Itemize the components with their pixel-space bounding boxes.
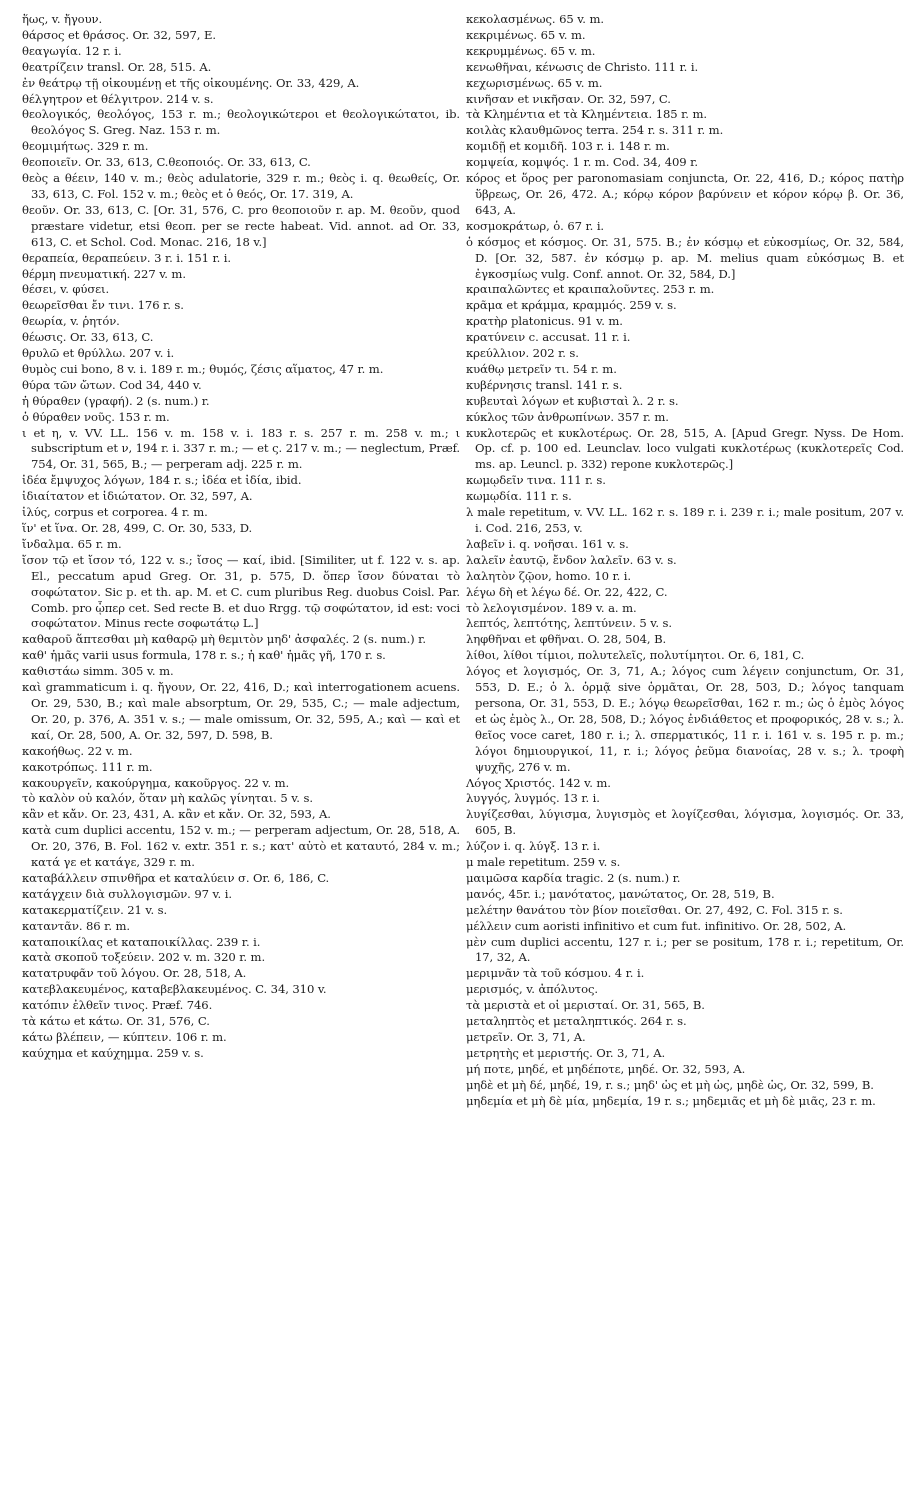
index-entry: κατὰ σκοποῦ τοξεύειν. 202 v. m. 320 r. m.	[22, 950, 266, 965]
index-entry: κατὰ cum duplici accentu, 152 v. m.; — perperam adjectum, Or. 28, 518, A. Or. 20, 376, B. Fol. 162 v. extr. 351 r. s.; κατ' αὐτὸ et καταυτό, 284 v. m.; κατά γε et κατάγε, 329 r. m.	[22, 823, 460, 870]
index-entry: θεοποιεῖν. Or. 33, 613, C.θεοποιός. Or. 33, 613, C.	[22, 155, 311, 170]
index-entry: κυβευταὶ λόγων et κυβισταὶ λ. 2 r. s.	[466, 393, 679, 408]
index-entry: μετρητὴς et μεριστής. Or. 3, 71, A.	[466, 1045, 666, 1060]
index-entry: θεολογικός, θεολόγος, 153 r. m.; θεολογικώτεροι et θεολογικώτατοι, ib. θεολόγος S. Greg. Naz. 153 r. m.	[22, 107, 460, 138]
index-entry: μεταληπτὸς et μεταληπτικός. 264 r. s.	[466, 1014, 687, 1029]
index-entry: θέσει, v. φύσει.	[22, 282, 110, 297]
index-entry: κακοήθως. 22 v. m.	[22, 743, 133, 758]
index-entry: θέλγητρον et θέλγιτρον. 214 v. s.	[22, 91, 214, 106]
index-entry: κεκολασμένως. 65 v. m.	[466, 12, 604, 26]
right-column	[466, 12, 904, 1110]
index-entry: λεπτός, λεπτότης, λεπτύνειν. 5 v. s.	[466, 616, 672, 631]
index-entry: θρυλῶ et θρύλλω. 207 v. i.	[22, 346, 175, 361]
index-entry: θέωσις. Or. 33, 613, C.	[22, 330, 154, 345]
index-entry: καύχημα et καύχημμα. 259 v. s.	[22, 1045, 204, 1060]
index-entry: ὁ κόσμος et κόσμος. Or. 31, 575. B.; ἐν κόσμῳ et εὐκοσμίως, Or. 32, 584, D. [Or. 32, 587. ἐν κόσμῳ p. ap. M. melius quam εὐκόσμως B. et ἐγκοσμίως vulg. Conf. annot. Or. 32, 584, D.]	[466, 234, 904, 281]
index-entry: λαλητὸν ζῷον, homo. 10 r. i.	[466, 568, 631, 583]
index-entry: ἵν' et ἵνα. Or. 28, 499, C. Or. 30, 533, D.	[22, 521, 253, 535]
index-entry: τὰ κάτω et κάτω. Or. 31, 576, C.	[22, 1014, 210, 1029]
index-entry: κακοτρόπως. 111 r. m.	[22, 759, 153, 774]
index-entry: κωμῳδεῖν τινα. 111 r. s.	[466, 473, 606, 488]
index-entry: λύζον i. q. λύγξ. 13 r. i.	[466, 839, 601, 854]
index-entry: τὰ μεριστὰ et οἱ μερισταί. Or. 31, 565, B.	[466, 998, 705, 1013]
index-entry: κοσμοκράτωρ, ὁ. 67 r. i.	[466, 218, 605, 233]
index-entry: κυκλοτερῶς et κυκλοτέρως. Or. 28, 515, A. [Apud Gregr. Nyss. De Hom. Op. cf. p. 100 ed. Leunclav. loco vulgati κυκλοτέρως (κυκλοτερεῖς Cod. ms. ap. Leuncl. p. 332) repone κυκλοτερῶς.]	[466, 425, 904, 472]
index-entry: κοιλὰς κλαυθμῶνος terra. 254 r. s. 311 r. m.	[466, 123, 724, 138]
index-entry: μεριμνᾶν τὰ τοῦ κόσμου. 4 r. i.	[466, 966, 645, 981]
index-entry: λαλεῖν ἑαυτῷ, ἔνδον λαλεῖν. 63 v. s.	[466, 552, 677, 567]
index-entry: μηδὲ et μὴ δέ, μηδέ, 19, r. s.; μηδ' ὡς et μὴ ὡς, μηδὲ ὡς, Or. 32, 599, B.	[466, 1077, 874, 1092]
index-entry: τὸ καλὸν οὐ καλόν, ὅταν μὴ καλῶς γίνηται. 5 v. s.	[22, 791, 313, 806]
index-entry: μ male repetitum. 259 v. s.	[466, 855, 621, 870]
index-entry: κρᾶμα et κράμμα, κραμμός. 259 v. s.	[466, 298, 677, 313]
index-entry: μαιμῶσα καρδία tragic. 2 (s. num.) r.	[466, 870, 681, 885]
index-entry: λαβεῖν i. q. νοῆσαι. 161 v. s.	[466, 536, 629, 551]
index-entry: λ male repetitum, v. VV. LL. 162 r. s. 189 r. i. 239 r. i.; male positum, 207 v. i. Cod. 216, 253, v.	[466, 505, 904, 535]
index-entry: κατόπιν ἐλθεῖν τινος. Præf. 746.	[22, 998, 213, 1013]
index-entry: θεραπεία, θεραπεύειν. 3 r. i. 151 r. i.	[22, 250, 232, 265]
index-entry: μὲν cum duplici accentu, 127 r. i.; per se positum, 178 r. i.; repetitum, Or. 17, 32, A.	[466, 934, 904, 965]
index-entry: Λόγος Χριστός. 142 v. m.	[466, 775, 611, 790]
index-entry: θεομιμήτως. 329 r. m.	[22, 139, 149, 154]
index-entry: ἐν θεάτρῳ τῇ οἰκουμένῃ et τῆς οἰκουμένης. Or. 33, 429, A.	[22, 75, 360, 90]
index-entry: κρατὴρ platonicus. 91 v. m.	[466, 314, 623, 329]
index-entry: καθ' ἡμᾶς varii usus formula, 178 r. s.; ἡ καθ' ἡμᾶς γῆ, 170 r. s.	[22, 648, 386, 663]
index-entry: κατάγχειν διὰ συλλογισμῶν. 97 v. i.	[22, 886, 232, 901]
index-entry: κεχωρισμένως. 65 v. m.	[466, 75, 603, 90]
index-entry: λόγος et λογισμός, Or. 3, 71, A.; λόγος cum λέγειν conjunctum, Or. 31, 553, D. E.; ὁ λ. ὁρμᾷ sive ὁρμᾶται, Or. 28, 503, D.; λόγος tanquam persona, Or. 31, 553, D. E.; λόγῳ θεωρεῖσθαι, 162 r. m.; ὡς ὁ ἐμὸς λόγος et ὡς ἐμὸς λ., Or. 28, 508, D.; λόγος ἐνδιάθετος et προφορικός, 28 v. s.; λ. θεῖος voce caret, 180 r. i.; λ. σπερματικός, 11 r. i. 161 v. s. 195 r. p. m.; λόγοι δημιουργικοί, 11, r. i.; λόγος ῥεῦμα διανοίας, 28 v. s.; λ. τροφὴ ψυχῆς, 276 v. m.	[466, 664, 904, 774]
index-entry: κεκρυμμένως. 65 v. m.	[466, 43, 596, 58]
index-entry: ἴσον τῷ et ἴσον τό, 122 v. s.; ἴσος — καί, ibid. [Similiter, ut f. 122 v. s. ap. El., peccatum apud Greg. Or. 31, p. 575, D. ὅπερ ἴσον δύναται τὸ σοφώτατον. Sic p. et th. ap. M. et C. cum pluribus Reg. duobus Coisl. Par. Comb. pro ᾧπερ cet. Sed recte B. et duo Rrgg. τῷ σοφώτατον, id est: voci σοφώτατον. Minus recte σοφωτάτῳ L.]	[22, 552, 460, 631]
index-entry: κατακερματίζειν. 21 v. s.	[22, 902, 168, 917]
index-entry: κατεβλακευμένος, καταβεβλακευμένος. C. 34, 310 v.	[22, 982, 327, 997]
index-entry: ἰλύς, corpus et corporea. 4 r. m.	[22, 505, 208, 520]
index-entry: ἥως, v. ἤγουν.	[22, 12, 103, 26]
index-entry: ἰδιαίτατον et ἰδιώτατον. Or. 32, 597, A.	[22, 489, 253, 504]
index-entry: κραιπαλῶντες et κραιπαλοῦντες. 253 r. m.	[466, 282, 715, 297]
index-entry: θύρα τῶν ὤτων. Cod 34, 440 v.	[22, 377, 202, 392]
index-entry: ι et η, v. VV. LL. 156 v. m. 158 v. i. 183 r. s. 257 r. m. 258 v. m.; ι subscriptum et ν, 194 r. i. 337 r. m.; — et ς. 217 v. m.; — neglectum, Præf. 754, Or. 31, 565, B.; — perperam adj. 225 r. m.	[22, 425, 460, 472]
index-entry: κάτω βλέπειν, — κύπτειν. 106 r. m.	[22, 1030, 227, 1044]
index-entry: θεοῦν. Or. 33, 613, C. [Or. 31, 576, C. pro θεοποιοῦν r. ap. M. θεοῦν, quod præstare videtur, etsi θεοπ. per se recte habeat. Vid. annot. ad Or. 33, 613, C. et Schol. Cod. Monac. 216, 18 v.]	[22, 202, 460, 249]
index-entry: μανός, 45r. i.; μανότατος, μανώτατος, Or. 28, 519, B.	[466, 886, 775, 901]
index-entry: κινῆσαν et νικῆσαν. Or. 32, 597, C.	[466, 91, 671, 106]
index-entry: θεὸς a θέειν, 140 v. m.; θεὸς adulatorie, 329 r. m.; θεὸς i. q. θεωθείς, Or. 33, 613, C. Fol. 152 v. m.; θεὸς et ὁ θεός, Or. 17. 319, A.	[22, 171, 460, 201]
index-entry: μελέτην θανάτου τὸν βίον ποιεῖσθαι. Or. 27, 492, C. Fol. 315 r. s.	[466, 902, 843, 917]
index-entry: θέρμη πνευματική. 227 v. m.	[22, 266, 186, 281]
index-entry: θυμὸς cui bono, 8 v. i. 189 r. m.; θυμός, ζέσις αἵματος, 47 r. m.	[22, 361, 384, 376]
index-entry: ἡ θύραθεν (γραφή). 2 (s. num.) r.	[22, 393, 210, 408]
index-entry: θάρσος et θράσος. Or. 32, 597, E.	[22, 27, 216, 42]
index-entry: ληφθῆναι et φθῆναι. O. 28, 504, B.	[466, 632, 667, 647]
index-entry: κυάθῳ μετρεῖν τι. 54 r. m.	[466, 361, 617, 376]
index-entry: κακουργεῖν, κακούργημα, κακοῦργος. 22 v. m.	[22, 775, 290, 790]
index-entry: κἂν et κἄν. Or. 23, 431, A. κἂν et κἄν. Or. 32, 593, A.	[22, 807, 331, 822]
index-entry: μηδεμία et μὴ δὲ μία, μηδεμία, 19 r. s.; μηδεμιᾶς et μὴ δὲ μιᾶς, 23 r. m.	[466, 1093, 876, 1108]
index-entry: λυγίζεσθαι, λύγισμα, λυγισμὸς et λογίζεσθαι, λόγισμα, λογισμός. Or. 33, 605, B.	[466, 807, 904, 838]
index-entry: κεκριμένως. 65 v. m.	[466, 27, 586, 42]
index-entry: τὸ λελογισμένον. 189 v. a. m.	[466, 600, 637, 615]
index-entry: θεατρίζειν transl. Or. 28, 515. A.	[22, 59, 212, 74]
index-entry: κυβέρνησις transl. 141 r. s.	[466, 377, 623, 392]
index-entry: ἴνδαλμα. 65 r. m.	[22, 536, 122, 551]
index-entry: λέγω δὴ et λέγω δέ. Or. 22, 422, C.	[466, 584, 668, 599]
index-entry: κρατύνειν c. accusat. 11 r. i.	[466, 330, 631, 345]
index-entry: λίθοι, λίθοι τίμιοι, πολυτελεῖς, πολυτίμητοι. Or. 6, 181, C.	[466, 648, 805, 663]
index-entry: θεωρία, v. ῥητόν.	[22, 314, 120, 329]
index-entry: ἰδέα ἔμψυχος λόγων, 184 r. s.; ἰδέα et ἰδία, ibid.	[22, 473, 302, 488]
index-entry: λυγγός, λυγμός. 13 r. i.	[466, 791, 600, 806]
index-entry: καταποικίλας et καταποικίλλας. 239 r. i.	[22, 934, 261, 949]
index-entry: καταβάλλειν σπινθῆρα et καταλύειν σ. Or. 6, 186, C.	[22, 870, 330, 885]
index-entry: κατατρυφᾶν τοῦ λόγου. Or. 28, 518, A.	[22, 966, 247, 981]
index-entry: κομιδῇ et κομιδῆ. 103 r. i. 148 r. m.	[466, 139, 670, 154]
index-entry: ὁ θύραθεν νοῦς. 153 r. m.	[22, 409, 170, 424]
index-entry: καθαροῦ ἅπτεσθαι μὴ καθαρῷ μὴ θεμιτὸν μηδ' ἀσφαλές. 2 (s. num.) r.	[22, 632, 426, 647]
index-entry: κενωθῆναι, κένωσις de Christo. 111 r. i.	[466, 59, 699, 74]
index-entry: καταντᾶν. 86 r. m.	[22, 918, 130, 933]
index-entry: μή ποτε, μηδέ, et μηδέποτε, μηδέ. Or. 32, 593, A.	[466, 1061, 746, 1076]
index-entry: καὶ grammaticum i. q. ἤγουν, Or. 22, 416, D.; καὶ interrogationem acuens. Or. 29, 530, B.; καὶ male absorptum, Or. 29, 535, C.; — male adjectum, Or. 20, p. 376, A. 351 v. s.; — male omissum, Or. 32, 595, A.; καὶ — καὶ et καί, Or. 28, 500, A. Or. 32, 597, D. 598, B.	[22, 680, 460, 742]
index-entry: τὰ Κλημέντια et τὰ Κλημέντεια. 185 r. m.	[466, 107, 707, 122]
index-entry: κρεύλλιον. 202 r. s.	[466, 346, 579, 361]
index-entry: κόρος et ὅρος per paronomasiam conjuncta, Or. 22, 416, D.; κόρος πατὴρ ὕβρεως, Or. 26, 472. A.; κόρῳ κόρον βαρύνειν et κόρον κόρῳ β. Or. 36, 643, A.	[466, 171, 904, 217]
index-entry: μέλλειν cum aoristi infinitivo et cum fut. infinitivo. Or. 28, 502, A.	[466, 918, 847, 933]
index-entry: κύκλος τῶν ἀνθρωπίνων. 357 r. m.	[466, 409, 669, 424]
index-entry: μερισμός, v. ἀπόλυτος.	[466, 982, 598, 997]
index-entry: κομψεία, κομψός. 1 r. m. Cod. 34, 409 r.	[466, 155, 698, 170]
index-entry: θεαγωγία. 12 r. i.	[22, 43, 122, 58]
index-entry: θεωρεῖσθαι ἔν τινι. 176 r. s.	[22, 298, 184, 313]
left-column	[22, 12, 460, 1062]
index-entry: μετρεῖν. Or. 3, 71, A.	[466, 1030, 586, 1044]
index-entry: καθιστάω simm. 305 v. m.	[22, 664, 174, 679]
index-entry: κωμῳδία. 111 r. s.	[466, 489, 572, 504]
